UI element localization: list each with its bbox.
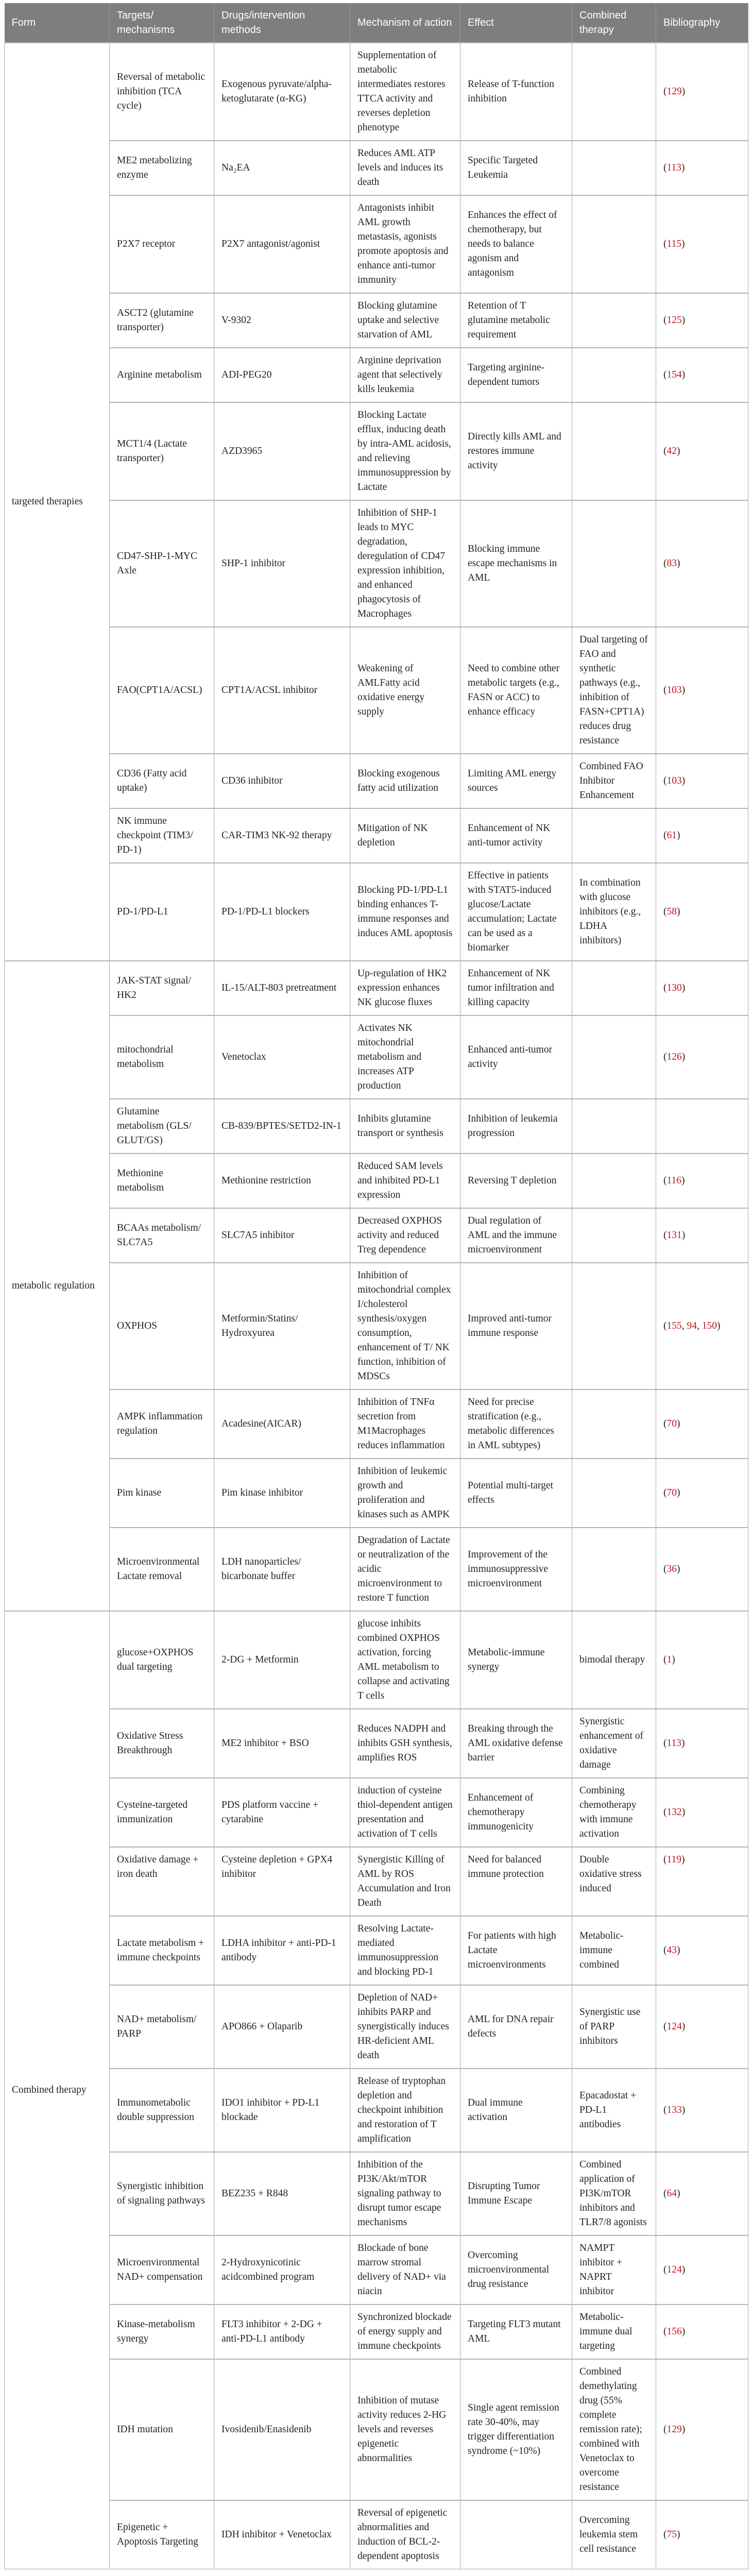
bibliography-cell: (119) <box>656 1847 748 1916</box>
effect-cell: Overcoming microenvironmental drug resistance <box>460 2235 572 2304</box>
header-combined: Combined therapy <box>572 3 656 43</box>
mechanism-cell: Inhibition of TNFα secretion from M1Macrophages reduces inflammation <box>350 1389 460 1459</box>
target-cell: NK immune checkpoint (TIM3/ PD-1) <box>110 808 214 863</box>
bibliography-cell: (115) <box>656 195 748 293</box>
bibliography-cell: (129) <box>656 2359 748 2500</box>
target-cell: IDH mutation <box>110 2359 214 2500</box>
effect-cell: Reversing T depletion <box>460 1154 572 1208</box>
header-row <box>5 3 748 43</box>
bibliography-cell: (154) <box>656 348 748 402</box>
drug-cell: CB-839/BPTES/SETD2-IN-1 <box>214 1099 350 1154</box>
mechanism-cell: Reversal of epigenetic abnormalities and induction of BCL-2-dependent apoptosis <box>350 2500 460 2569</box>
combined-therapy-cell <box>572 500 656 627</box>
drug-cell: Cysteine depletion + GPX4 inhibitor <box>214 1847 350 1916</box>
mechanism-cell: Decreased OXPHOS activity and reduced Treg dependence <box>350 1208 460 1263</box>
combined-therapy-cell <box>572 348 656 402</box>
table-row <box>5 141 748 195</box>
mechanism-cell: Up-regulation of HK2 expression enhances NK glucose fluxes <box>350 961 460 1015</box>
drug-cell: 2-DG + Metformin <box>214 1611 350 1709</box>
reference-link[interactable]: 150 <box>702 1320 717 1331</box>
combined-therapy-cell: Combined demethylating drug (55% complete remission rate); combined with Venetoclax to overcome resistance <box>572 2359 656 2500</box>
bibliography-cell: (133) <box>656 2069 748 2152</box>
mechanism-cell: Inhibition of mutase activity reduces 2-HG levels and reverses epigenetic abnormalities <box>350 2359 460 2500</box>
target-cell: OXPHOS <box>110 1263 214 1389</box>
mechanism-cell: Antagonists inhibit AML growth metastasis, agonists promote apoptosis and enhance anti-tumor immunity <box>350 195 460 293</box>
mechanism-cell: Inhibits glutamine transport or synthesis <box>350 1099 460 1154</box>
target-cell: MCT1/4 (Lactate transporter) <box>110 402 214 500</box>
effect-cell: Targeting FLT3 mutant AML <box>460 2304 572 2359</box>
effect-cell: Enhanced anti-tumor activity <box>460 1015 572 1099</box>
reference-link[interactable]: 154 <box>666 369 682 380</box>
reference-link[interactable]: 130 <box>666 982 682 993</box>
table-row <box>5 2500 748 2569</box>
effect-cell: Improved anti-tumor immune response <box>460 1263 572 1389</box>
target-cell: CD36 (Fatty acid uptake) <box>110 754 214 808</box>
drug-cell: Venetoclax <box>214 1015 350 1099</box>
therapy-table <box>4 3 748 2569</box>
form-cell: Combined therapy <box>5 1611 110 2569</box>
effect-cell: Retention of T glutamine metabolic requirement <box>460 293 572 348</box>
effect-cell: Need to combine other metabolic targets (e.g., FASN or ACC) to enhance efficacy <box>460 627 572 754</box>
target-cell: Epigenetic + Apoptosis Targeting <box>110 2500 214 2569</box>
drug-cell: IDO1 inhibitor + PD-L1 blockade <box>214 2069 350 2152</box>
table-row <box>5 961 748 1015</box>
reference-link[interactable]: 156 <box>666 2326 682 2337</box>
drug-cell: SHP-1 inhibitor <box>214 500 350 627</box>
effect-cell: Dual immune activation <box>460 2069 572 2152</box>
drug-cell: Acadesine(AICAR) <box>214 1389 350 1459</box>
bibliography-cell: (58) <box>656 863 748 961</box>
table-row <box>5 1015 748 1099</box>
combined-therapy-cell: Synergistic use of PARP inhibitors <box>572 1985 656 2069</box>
table-row <box>5 293 748 348</box>
target-cell: ME2 metabolizing enzyme <box>110 141 214 195</box>
bibliography-cell: (125) <box>656 293 748 348</box>
target-cell: Microenvironmental Lactate removal <box>110 1528 214 1611</box>
table-row <box>5 1778 748 1847</box>
combined-therapy-cell <box>572 1015 656 1099</box>
drug-cell: Exogenous pyruvate/alpha-ketoglutarate (α-KG) <box>214 43 350 141</box>
target-cell: Microenvironmental NAD+ compensation <box>110 2235 214 2304</box>
bibliography-cell: (61) <box>656 808 748 863</box>
reference-link[interactable]: 70 <box>666 1418 677 1429</box>
target-cell: JAK-STAT signal/ HK2 <box>110 961 214 1015</box>
table-row <box>5 2359 748 2500</box>
mechanism-cell: Mitigation of NK depletion <box>350 808 460 863</box>
drug-cell: CAR-TIM3 NK-92 therapy <box>214 808 350 863</box>
combined-therapy-cell <box>572 402 656 500</box>
header-drugs: Drugs/intervention methods <box>214 3 350 43</box>
mechanism-cell: induction of cysteine thiol-dependent antigen presentation and activation of T cells <box>350 1778 460 1847</box>
reference-link[interactable]: 43 <box>666 1945 677 1956</box>
effect-cell: Breaking through the AML oxidative defense barrier <box>460 1709 572 1778</box>
bibliography-cell: (129) <box>656 43 748 141</box>
bibliography-cell: (103) <box>656 754 748 808</box>
table-row <box>5 43 748 141</box>
combined-therapy-cell: Metabolic-immune dual targeting <box>572 2304 656 2359</box>
reference-link[interactable]: 113 <box>666 1738 682 1749</box>
reference-link[interactable]: 1 <box>666 1654 672 1665</box>
combined-therapy-cell <box>572 1528 656 1611</box>
effect-cell <box>460 2500 572 2569</box>
form-cell: targeted therapies <box>5 43 110 961</box>
mechanism-cell: Blockade of bone marrow stromal delivery of NAD+ via niacin <box>350 2235 460 2304</box>
drug-cell: V-9302 <box>214 293 350 348</box>
form-cell: metabolic regulation <box>5 961 110 1611</box>
table-header <box>5 3 748 43</box>
table-row <box>5 2304 748 2359</box>
table-row <box>5 1099 748 1154</box>
bibliography-cell: (124) <box>656 1985 748 2069</box>
combined-therapy-cell: bimodal therapy <box>572 1611 656 1709</box>
reference-link[interactable]: 125 <box>666 315 682 326</box>
effect-cell: Disrupting Tumor Immune Escape <box>460 2152 572 2235</box>
mechanism-cell: Reduced SAM levels and inhibited PD-L1 expression <box>350 1154 460 1208</box>
reference-link[interactable]: 58 <box>666 906 677 917</box>
bibliography-cell: (132) <box>656 1778 748 1847</box>
reference-link[interactable]: 70 <box>666 1487 677 1498</box>
bibliography-cell: (42) <box>656 402 748 500</box>
mechanism-cell: Blocking Lactate efflux, inducing death by intra-AML acidosis, and relieving immunosuppression by Lactate <box>350 402 460 500</box>
combined-therapy-cell: Overcoming leukemia stem cell resistance <box>572 2500 656 2569</box>
target-cell: Oxidative Stress Breakthrough <box>110 1709 214 1778</box>
mechanism-cell: Blocking PD-1/PD-L1 binding enhances T-immune responses and induces AML apoptosis <box>350 863 460 961</box>
drug-cell: PD-1/PD-L1 blockers <box>214 863 350 961</box>
target-cell: Lactate metabolism + immune checkpoints <box>110 1916 214 1985</box>
header-form: Form <box>5 3 110 43</box>
target-cell: Immunometabolic double suppression <box>110 2069 214 2152</box>
effect-cell: For patients with high Lactate microenvironments <box>460 1916 572 1985</box>
target-cell: P2X7 receptor <box>110 195 214 293</box>
effect-cell: Need for balanced immune protection <box>460 1847 572 1916</box>
reference-link[interactable]: 103 <box>666 775 682 786</box>
target-cell: Synergistic inhibition of signaling pathways <box>110 2152 214 2235</box>
target-cell: Oxidative damage + iron death <box>110 1847 214 1916</box>
table-row <box>5 1208 748 1263</box>
bibliography-cell: (70) <box>656 1389 748 1459</box>
drug-cell: APO866 + Olaparib <box>214 1985 350 2069</box>
reference-link[interactable]: 129 <box>666 2424 682 2435</box>
combined-therapy-cell <box>572 43 656 141</box>
table-row <box>5 402 748 500</box>
table-row <box>5 500 748 627</box>
combined-therapy-cell <box>572 808 656 863</box>
combined-therapy-cell <box>572 293 656 348</box>
table-row <box>5 808 748 863</box>
drug-cell: Methionine restriction <box>214 1154 350 1208</box>
bibliography-cell: (124) <box>656 2235 748 2304</box>
combined-therapy-cell: NAMPT inhibitor + NAPRT inhibitor <box>572 2235 656 2304</box>
drug-cell: BEZ235 + R848 <box>214 2152 350 2235</box>
drug-cell: P2X7 antagonist/agonist <box>214 195 350 293</box>
bibliography-cell: (1) <box>656 1611 748 1709</box>
combined-therapy-cell <box>572 1154 656 1208</box>
target-cell: glucose+OXPHOS dual targeting <box>110 1611 214 1709</box>
reference-link[interactable]: 113 <box>666 162 682 173</box>
combined-therapy-cell <box>572 1208 656 1263</box>
target-cell: Methionine metabolism <box>110 1154 214 1208</box>
drug-cell: Na₂EA <box>214 141 350 195</box>
effect-cell: Specific Targeted Leukemia <box>460 141 572 195</box>
combined-therapy-cell <box>572 961 656 1015</box>
target-cell: ASCT2 (glutamine transporter) <box>110 293 214 348</box>
target-cell: mitochondrial metabolism <box>110 1015 214 1099</box>
table-row <box>5 2152 748 2235</box>
table-row <box>5 1389 748 1459</box>
table-row <box>5 2069 748 2152</box>
drug-cell: SLC7A5 inhibitor <box>214 1208 350 1263</box>
bibliography-cell: (116) <box>656 1154 748 1208</box>
table-row <box>5 1611 748 1709</box>
table-row <box>5 2235 748 2304</box>
reference-link[interactable]: 155 <box>666 1320 682 1331</box>
effect-cell: Effective in patients with STAT5-induced glucose/Lactate accumulation; Lactate can be used as a biomarker <box>460 863 572 961</box>
target-cell: Kinase-metabolism synergy <box>110 2304 214 2359</box>
mechanism-cell: Activates NK mitochondrial metabolism and increases ATP production <box>350 1015 460 1099</box>
bibliography-cell: (43) <box>656 1916 748 1985</box>
bibliography-cell: (75) <box>656 2500 748 2569</box>
target-cell: PD-1/PD-L1 <box>110 863 214 961</box>
table-row <box>5 348 748 402</box>
table-row <box>5 863 748 961</box>
target-cell: AMPK inflammation regulation <box>110 1389 214 1459</box>
table-row <box>5 1985 748 2069</box>
reference-link[interactable]: 64 <box>666 2188 677 2199</box>
combined-therapy-cell: Metabolic-immune combined <box>572 1916 656 1985</box>
reference-link[interactable]: 61 <box>666 830 677 841</box>
table-row <box>5 1709 748 1778</box>
bibliography-cell <box>656 1099 748 1154</box>
mechanism-cell: Reduces NADPH and inhibits GSH synthesis, amplifies ROS <box>350 1709 460 1778</box>
table-row <box>5 627 748 754</box>
bibliography-cell: (103) <box>656 627 748 754</box>
combined-therapy-cell: Dual targeting of FAO and synthetic pathways (e.g., inhibition of FASN+CPT1A) reduces drug resistance <box>572 627 656 754</box>
target-cell: BCAAs metabolism/ SLC7A5 <box>110 1208 214 1263</box>
table-body <box>5 43 748 2569</box>
target-cell: Reversal of metabolic inhibition (TCA cycle) <box>110 43 214 141</box>
reference-link[interactable]: 132 <box>666 1807 682 1818</box>
effect-cell: Dual regulation of AML and the immune microenvironment <box>460 1208 572 1263</box>
combined-therapy-cell: Combined application of PI3K/mTOR inhibitors and TLR7/8 agonists <box>572 2152 656 2235</box>
mechanism-cell: Reduces AML ATP levels and induces its death <box>350 141 460 195</box>
mechanism-cell: Blocking exogenous fatty acid utilization <box>350 754 460 808</box>
reference-link[interactable]: 129 <box>666 86 682 97</box>
mechanism-cell: Arginine deprivation agent that selectively kills leukemia <box>350 348 460 402</box>
effect-cell: Potential multi-target effects <box>460 1459 572 1528</box>
combined-therapy-cell <box>572 1459 656 1528</box>
mechanism-cell: Release of tryptophan depletion and checkpoint inhibition and restoration of T amplification <box>350 2069 460 2152</box>
mechanism-cell: Supplementation of metabolic intermediates restores TTCA activity and reverses depletion phenotype <box>350 43 460 141</box>
reference-link[interactable]: 124 <box>666 2264 682 2275</box>
bibliography-cell: (70) <box>656 1459 748 1528</box>
drug-cell: 2-Hydroxynicotinic acidcombined program <box>214 2235 350 2304</box>
table-row <box>5 195 748 293</box>
drug-cell: Metformin/Statins/ Hydroxyurea <box>214 1263 350 1389</box>
drug-cell: Pim kinase inhibitor <box>214 1459 350 1528</box>
reference-link[interactable]: 124 <box>666 2021 682 2032</box>
target-cell: Pim kinase <box>110 1459 214 1528</box>
effect-cell: Improvement of the immunosuppressive microenvironment <box>460 1528 572 1611</box>
header-targets: Targets/ mechanisms <box>110 3 214 43</box>
bibliography-cell: (130) <box>656 961 748 1015</box>
effect-cell: Targeting arginine-dependent tumors <box>460 348 572 402</box>
reference-link[interactable]: 75 <box>666 2529 677 2540</box>
target-cell: CD47-SHP-1-MYC Axle <box>110 500 214 627</box>
mechanism-cell: Blocking glutamine uptake and selective starvation of AML <box>350 293 460 348</box>
mechanism-cell: Depletion of NAD+ inhibits PARP and synergistically induces HR-deficient AML death <box>350 1985 460 2069</box>
target-cell: Cysteine-targeted immunization <box>110 1778 214 1847</box>
header-effect: Effect <box>460 3 572 43</box>
reference-link[interactable]: 42 <box>666 446 677 456</box>
mechanism-cell: Inhibition of leukemic growth and proliferation and kinases such as AMPK <box>350 1459 460 1528</box>
bibliography-cell: (155, 94, 150) <box>656 1263 748 1389</box>
reference-link[interactable]: 119 <box>666 1854 682 1865</box>
reference-link[interactable]: 94 <box>687 1320 697 1331</box>
bibliography-cell: (156) <box>656 2304 748 2359</box>
table-row <box>5 1847 748 1916</box>
drug-cell: ADI-PEG20 <box>214 348 350 402</box>
header-mechanism: Mechanism of action <box>350 3 460 43</box>
drug-cell: CPT1A/ACSL inhibitor <box>214 627 350 754</box>
mechanism-cell: Weakening of AMLFatty acid oxidative energy supply <box>350 627 460 754</box>
drug-cell: IL-15/ALT-803 pretreatment <box>214 961 350 1015</box>
target-cell: Glutamine metabolism (GLS/ GLUT/GS) <box>110 1099 214 1154</box>
table-row <box>5 754 748 808</box>
reference-link[interactable]: 133 <box>666 2105 682 2115</box>
combined-therapy-cell <box>572 1099 656 1154</box>
combined-therapy-cell: Synergistic enhancement of oxidative damage <box>572 1709 656 1778</box>
combined-therapy-cell <box>572 1263 656 1389</box>
reference-link[interactable]: 83 <box>666 558 677 569</box>
combined-therapy-cell <box>572 141 656 195</box>
reference-link[interactable]: 103 <box>666 685 682 696</box>
effect-cell: AML for DNA repair defects <box>460 1985 572 2069</box>
effect-cell: Metabolic-immune synergy <box>460 1611 572 1709</box>
target-cell: FAO(CPT1A/ACSL) <box>110 627 214 754</box>
drug-cell: CD36 inhibitor <box>214 754 350 808</box>
mechanism-cell: Degradation of Lactate or neutralization of the acidic microenvironment to restore T function <box>350 1528 460 1611</box>
bibliography-cell: (126) <box>656 1015 748 1099</box>
mechanism-cell: Inhibition of SHP-1 leads to MYC degradation, deregulation of CD47 expression inhibition, and enhanced phagocytosis of Macrophages <box>350 500 460 627</box>
target-cell: Arginine metabolism <box>110 348 214 402</box>
drug-cell: ME2 inhibitor + BSO <box>214 1709 350 1778</box>
header-bibliography: Bibliography <box>656 3 748 43</box>
table-row <box>5 1263 748 1389</box>
effect-cell: Blocking immune escape mechanisms in AML <box>460 500 572 627</box>
effect-cell: Release of T-function inhibition <box>460 43 572 141</box>
drug-cell: LDHA inhibitor + anti-PD-1 antibody <box>214 1916 350 1985</box>
bibliography-cell: (83) <box>656 500 748 627</box>
combined-therapy-cell: In combination with glucose inhibitors (e.g., LDHA inhibitors) <box>572 863 656 961</box>
mechanism-cell: Synergistic Killing of AML by ROS Accumulation and Iron Death <box>350 1847 460 1916</box>
bibliography-cell: (36) <box>656 1528 748 1611</box>
bibliography-cell: (113) <box>656 1709 748 1778</box>
reference-link[interactable]: 36 <box>666 1564 677 1574</box>
table-row <box>5 1528 748 1611</box>
target-cell: NAD+ metabolism/ PARP <box>110 1985 214 2069</box>
effect-cell: Enhances the effect of chemotherapy, but needs to balance agonism and antagonism <box>460 195 572 293</box>
mechanism-cell: Inhibition of mitochondrial complex I/cholesterol synthesis/oxygen consumption, enhancement of T/ NK function, inhibition of MDSCs <box>350 1263 460 1389</box>
table-row <box>5 1154 748 1208</box>
drug-cell: IDH inhibitor + Venetoclax <box>214 2500 350 2569</box>
bibliography-cell: (64) <box>656 2152 748 2235</box>
reference-link[interactable]: 126 <box>666 1052 682 1062</box>
reference-link[interactable]: 115 <box>666 239 682 249</box>
table-row <box>5 1916 748 1985</box>
mechanism-cell: Synchronized blockade of energy supply and immune checkpoints <box>350 2304 460 2359</box>
bibliography-cell: (131) <box>656 1208 748 1263</box>
combined-therapy-cell: Double oxidative stress induced <box>572 1847 656 1916</box>
effect-cell: Enhancement of chemotherapy immunogenicity <box>460 1778 572 1847</box>
effect-cell: Single agent remission rate 30-40%, may trigger differentiation syndrome (~10%) <box>460 2359 572 2500</box>
drug-cell: Ivosidenib/Enasidenib <box>214 2359 350 2500</box>
effect-cell: Enhancement of NK tumor infiltration and killing capacity <box>460 961 572 1015</box>
combined-therapy-cell: Combined FAO Inhibitor Enhancement <box>572 754 656 808</box>
mechanism-cell: Resolving Lactate-mediated immunosuppression and blocking PD-1 <box>350 1916 460 1985</box>
effect-cell: Inhibition of leukemia progression <box>460 1099 572 1154</box>
drug-cell: FLT3 inhibitor + 2-DG + anti-PD-L1 antibody <box>214 2304 350 2359</box>
drug-cell: LDH nanoparticles/ bicarbonate buffer <box>214 1528 350 1611</box>
mechanism-cell: glucose inhibits combined OXPHOS activation, forcing AML metabolism to collapse and activating T cells <box>350 1611 460 1709</box>
bibliography-cell: (113) <box>656 141 748 195</box>
effect-cell: Directly kills AML and restores immune activity <box>460 402 572 500</box>
drug-cell: AZD3965 <box>214 402 350 500</box>
combined-therapy-cell: Combining chemotherapy with immune activation <box>572 1778 656 1847</box>
effect-cell: Limiting AML energy sources <box>460 754 572 808</box>
mechanism-cell: Inhibition of the PI3K/Akt/mTOR signaling pathway to disrupt tumor escape mechanisms <box>350 2152 460 2235</box>
drug-cell: PDS platform vaccine + cytarabine <box>214 1778 350 1847</box>
table-row <box>5 1459 748 1528</box>
effect-cell: Enhancement of NK anti-tumor activity <box>460 808 572 863</box>
combined-therapy-cell <box>572 195 656 293</box>
effect-cell: Need for precise stratification (e.g., metabolic differences in AML subtypes) <box>460 1389 572 1459</box>
reference-link[interactable]: 116 <box>666 1175 682 1186</box>
combined-therapy-cell: Epacadostat + PD-L1 antibodies <box>572 2069 656 2152</box>
combined-therapy-cell <box>572 1389 656 1459</box>
reference-link[interactable]: 131 <box>666 1230 682 1241</box>
